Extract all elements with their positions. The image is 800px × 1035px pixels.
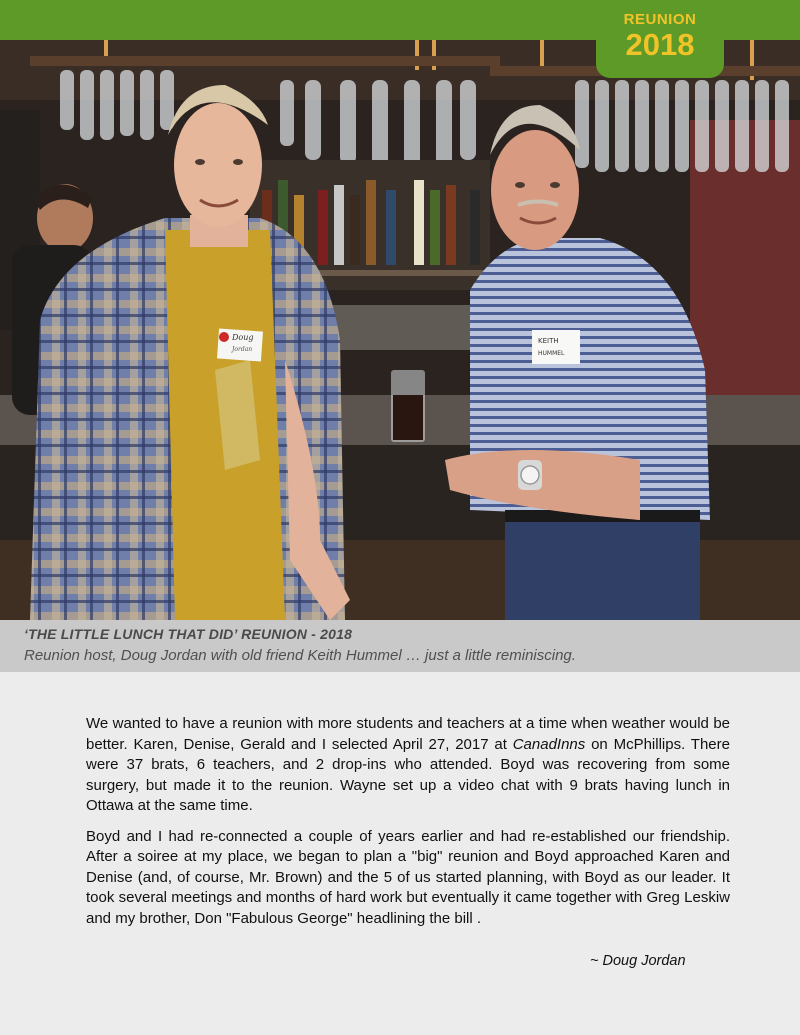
paragraph-2: Boyd and I had re-connected a couple of years earlier and had re-established our friendship. After a soiree at my place, we began to plan a "big" reunion and Boyd approached Karen and Denise (and, of course, Mr. Brown) and the 5 of us started planning, with Boyd as our leader. It took several meetings and months of hard work but eventually it came together with Greg Leskiw and my brother, Don "Fabulous George" headlining the bill .	[86, 827, 730, 927]
reunion-badge	[596, 0, 724, 78]
venue-name: CanadInns	[512, 735, 586, 753]
badge-label: REUNION	[623, 11, 697, 28]
name-tag-doug	[217, 329, 263, 362]
badge-year: 2018	[625, 27, 695, 62]
caption-subtitle: Reunion host, Doug Jordan with old friend Keith Hummel … just a little reminiscing.	[24, 647, 576, 664]
signature: ~ Doug Jordan	[590, 953, 686, 969]
name-tag-keith-first: KEITH	[538, 337, 559, 345]
caption-title: ‘THE LITTLE LUNCH THAT DID’ REUNION - 2018	[24, 626, 353, 642]
name-tag-doug-last: Jordan	[232, 346, 253, 353]
paragraph-1-b: on McPhillips. There were 37 brats, 6 teachers, and 2 drop-ins who attended. Boyd was recovering from some surgery, but made it to the reunion. Wayne set up a video chat with 9 brats having lunch in Ottawa at the same time.	[86, 735, 730, 814]
article-body	[86, 714, 730, 939]
name-tag-keith	[532, 330, 580, 364]
paragraph-1-a: We wanted to have a reunion with more students and teachers at a time when weather would be better. Karen, Denise, Gerald and I selected April 27, 2017 at	[86, 715, 730, 753]
reunion-photo	[0, 40, 800, 620]
paragraph-1	[86, 714, 730, 817]
name-tag-doug-first: Doug	[232, 333, 254, 342]
name-tag-keith-last: HUMMEL	[538, 350, 565, 357]
